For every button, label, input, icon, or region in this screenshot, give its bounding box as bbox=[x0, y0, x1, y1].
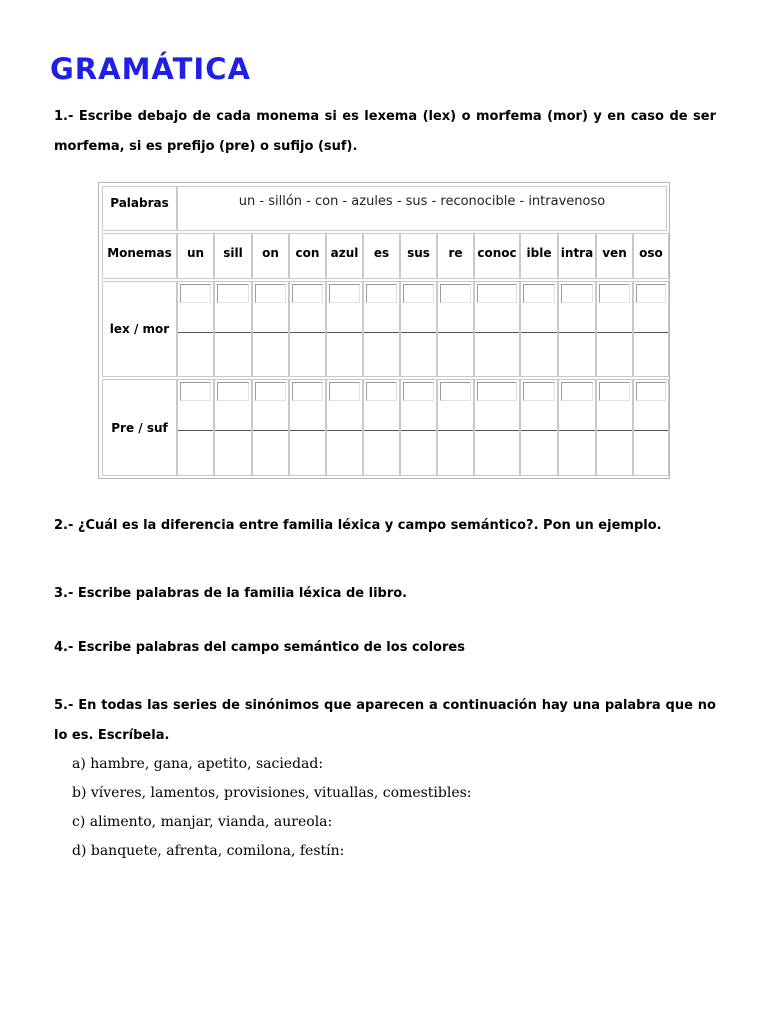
option-a: a) hambre, gana, apetito, saciedad: bbox=[72, 756, 324, 772]
pre-suf-input-box[interactable] bbox=[561, 382, 593, 401]
answer-underline bbox=[290, 430, 325, 431]
lex-mor-input-box[interactable] bbox=[366, 284, 397, 303]
answer-underline bbox=[475, 430, 519, 431]
answer-underline bbox=[253, 430, 288, 431]
monemas-table bbox=[98, 182, 670, 479]
pre-suf-answer-cell bbox=[326, 379, 363, 476]
pre-suf-answer-cell bbox=[633, 379, 669, 476]
lex-mor-input-box[interactable] bbox=[477, 284, 517, 303]
answer-underline bbox=[438, 430, 473, 431]
answer-underline bbox=[364, 430, 399, 431]
lex-mor-answer-cell bbox=[596, 281, 633, 377]
monema-cell: on bbox=[252, 233, 289, 279]
answer-underline bbox=[215, 430, 251, 431]
pre-suf-answer-cell bbox=[363, 379, 400, 476]
question-2: 2.- ¿Cuál es la diferencia entre familia léxica y campo semántico?. Pon un ejemplo. bbox=[54, 518, 662, 533]
answer-underline bbox=[521, 332, 557, 333]
pre-suf-input-box[interactable] bbox=[599, 382, 630, 401]
answer-underline bbox=[327, 430, 362, 431]
monema-cell: un bbox=[177, 233, 214, 279]
monemas-label: Monemas bbox=[102, 233, 177, 279]
lex-mor-answer-cell bbox=[326, 281, 363, 377]
option-b: b) víveres, lamentos, provisiones, vituallas, comestibles: bbox=[72, 785, 472, 801]
question-5: 5.- En todas las series de sinónimos que aparecen a continuación hay una palabra que no lo es. Escríbela. bbox=[54, 698, 716, 743]
lex-mor-answer-cell bbox=[437, 281, 474, 377]
lex-mor-answer-cell bbox=[214, 281, 252, 377]
pre-suf-input-box[interactable] bbox=[523, 382, 555, 401]
pre-suf-answer-cell bbox=[252, 379, 289, 476]
lex-mor-input-box[interactable] bbox=[255, 284, 286, 303]
answer-underline bbox=[559, 430, 595, 431]
answer-underline bbox=[521, 430, 557, 431]
lex-mor-input-box[interactable] bbox=[440, 284, 471, 303]
lex-mor-input-box[interactable] bbox=[561, 284, 593, 303]
pre-suf-input-box[interactable] bbox=[636, 382, 666, 401]
pre-suf-input-box[interactable] bbox=[255, 382, 286, 401]
answer-underline bbox=[178, 430, 213, 431]
lex-mor-input-box[interactable] bbox=[403, 284, 434, 303]
answer-underline bbox=[253, 332, 288, 333]
option-d: d) banquete, afrenta, comilona, festín: bbox=[72, 843, 345, 859]
question-1: 1.- Escribe debajo de cada monema si es lexema (lex) o morfema (mor) y en caso de ser morfema, si es prefijo (pre) o sufijo (suf). bbox=[54, 109, 716, 154]
monema-cell: sill bbox=[214, 233, 252, 279]
answer-underline bbox=[438, 332, 473, 333]
pre-suf-answer-cell bbox=[177, 379, 214, 476]
monema-cell: conoc bbox=[474, 233, 520, 279]
pre-suf-input-box[interactable] bbox=[403, 382, 434, 401]
palabras-value: un - sillón - con - azules - sus - reconocible - intravenoso bbox=[177, 186, 667, 231]
lex-mor-answer-cell bbox=[289, 281, 326, 377]
pre-suf-input-box[interactable] bbox=[477, 382, 517, 401]
lex-mor-input-box[interactable] bbox=[292, 284, 323, 303]
monema-cell: sus bbox=[400, 233, 437, 279]
lex-mor-answer-cell bbox=[400, 281, 437, 377]
answer-underline bbox=[597, 332, 632, 333]
lex-mor-answer-cell bbox=[633, 281, 669, 377]
answer-underline bbox=[178, 332, 213, 333]
monema-cell: re bbox=[437, 233, 474, 279]
monema-cell: azul bbox=[326, 233, 363, 279]
question-4: 4.- Escribe palabras del campo semántico de los colores bbox=[54, 640, 465, 655]
lex-mor-input-box[interactable] bbox=[599, 284, 630, 303]
monema-cell: ven bbox=[596, 233, 633, 279]
monema-cell: es bbox=[363, 233, 400, 279]
monema-cell: ible bbox=[520, 233, 558, 279]
answer-underline bbox=[401, 332, 436, 333]
pre-suf-input-box[interactable] bbox=[366, 382, 397, 401]
options-list bbox=[72, 750, 472, 866]
lex-mor-input-box[interactable] bbox=[636, 284, 666, 303]
answer-underline bbox=[559, 332, 595, 333]
answer-underline bbox=[401, 430, 436, 431]
pre-suf-input-box[interactable] bbox=[329, 382, 360, 401]
lex-mor-answer-cell bbox=[363, 281, 400, 377]
lex-mor-answer-cell bbox=[558, 281, 596, 377]
monema-cell: con bbox=[289, 233, 326, 279]
pre-suf-input-box[interactable] bbox=[440, 382, 471, 401]
pre-suf-input-box[interactable] bbox=[217, 382, 249, 401]
answer-underline bbox=[475, 332, 519, 333]
pre-suf-input-box[interactable] bbox=[180, 382, 211, 401]
pre-suf-answer-cell bbox=[596, 379, 633, 476]
pre-suf-answer-cell bbox=[289, 379, 326, 476]
pre-suf-answer-cell bbox=[520, 379, 558, 476]
lex-mor-answer-cell bbox=[474, 281, 520, 377]
lex-mor-answer-cell bbox=[520, 281, 558, 377]
answer-underline bbox=[364, 332, 399, 333]
answer-underline bbox=[634, 430, 668, 431]
answer-underline bbox=[215, 332, 251, 333]
lex-mor-input-box[interactable] bbox=[329, 284, 360, 303]
pre-suf-label: Pre / suf bbox=[102, 379, 177, 476]
pre-suf-answer-cell bbox=[474, 379, 520, 476]
pre-suf-input-box[interactable] bbox=[292, 382, 323, 401]
answer-underline bbox=[634, 332, 668, 333]
answer-underline bbox=[597, 430, 632, 431]
lex-mor-answer-cell bbox=[252, 281, 289, 377]
lex-mor-label: lex / mor bbox=[102, 281, 177, 377]
option-c: c) alimento, manjar, vianda, aureola: bbox=[72, 814, 333, 830]
lex-mor-answer-cell bbox=[177, 281, 214, 377]
lex-mor-input-box[interactable] bbox=[180, 284, 211, 303]
page-title: GRAMÁTICA bbox=[50, 52, 251, 86]
question-3: 3.- Escribe palabras de la familia léxica de libro. bbox=[54, 586, 408, 601]
lex-mor-input-box[interactable] bbox=[217, 284, 249, 303]
answer-underline bbox=[290, 332, 325, 333]
pre-suf-answer-cell bbox=[437, 379, 474, 476]
monema-cell: oso bbox=[633, 233, 669, 279]
pre-suf-answer-cell bbox=[400, 379, 437, 476]
lex-mor-input-box[interactable] bbox=[523, 284, 555, 303]
pre-suf-answer-cell bbox=[558, 379, 596, 476]
pre-suf-answer-cell bbox=[214, 379, 252, 476]
palabras-label: Palabras bbox=[102, 186, 177, 231]
monema-cell: intra bbox=[558, 233, 596, 279]
answer-underline bbox=[327, 332, 362, 333]
